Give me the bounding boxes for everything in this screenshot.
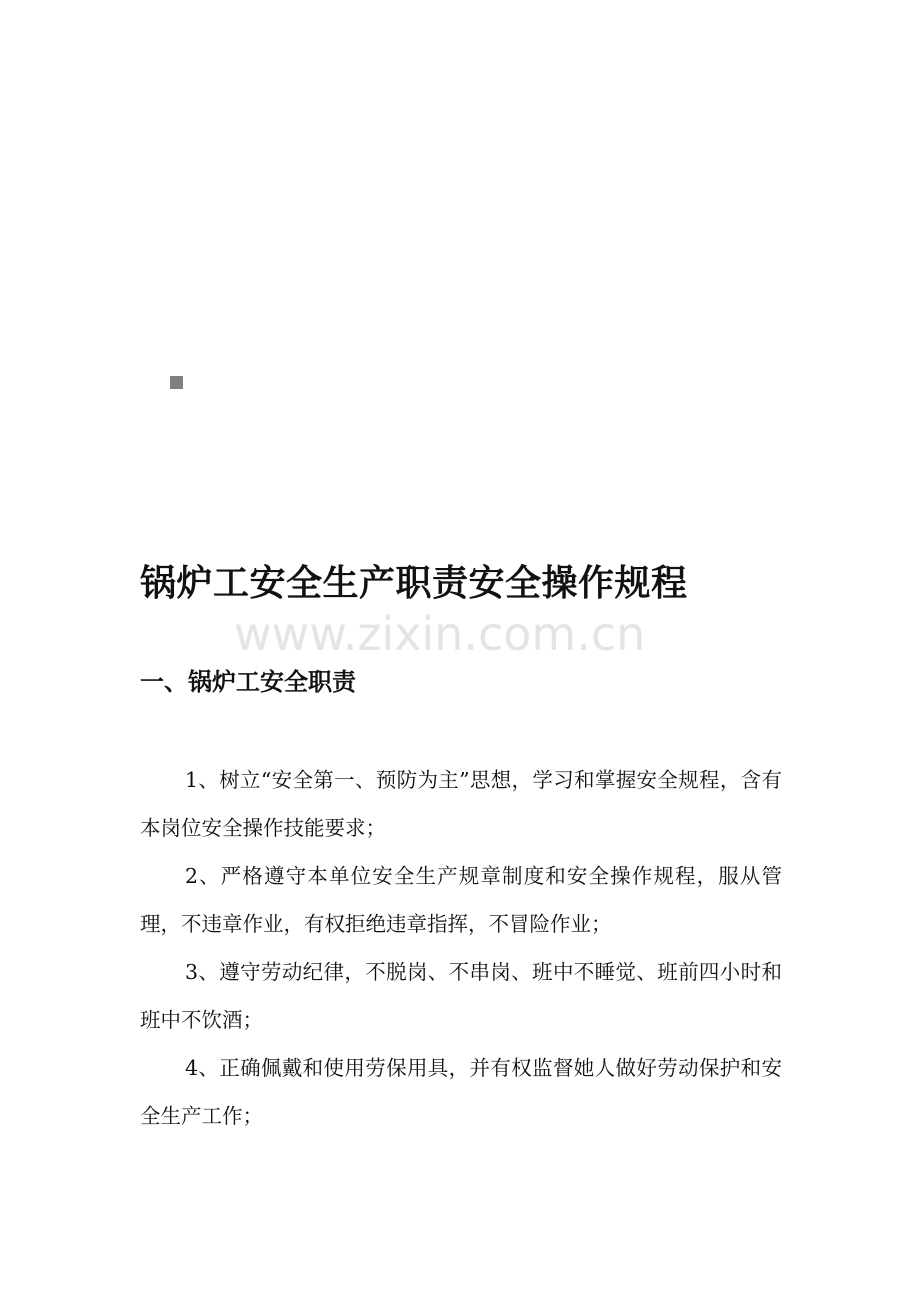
paragraph-item-1: 1、树立“安全第一、预防为主”思想，学习和掌握安全规程，含有本岗位安全操作技能要求； bbox=[140, 768, 782, 840]
document-body bbox=[140, 756, 782, 1140]
watermark-text: www.zixin.com.cn bbox=[234, 607, 646, 661]
bullet-marker-icon bbox=[170, 376, 183, 389]
paragraph-item-4: 4、正确佩戴和使用劳保用具，并有权监督她人做好劳动保护和安全生产工作； bbox=[140, 1056, 782, 1128]
paragraph-item-3: 3、遵守劳动纪律，不脱岗、不串岗、班中不睡觉、班前四小时和班中不饮酒； bbox=[140, 960, 782, 1032]
section-heading: 一、锅炉工安全职责 bbox=[140, 668, 356, 696]
document-title: 锅炉工安全生产职责安全操作规程 bbox=[140, 563, 688, 604]
paragraph-item-2: 2、严格遵守本单位安全生产规章制度和安全操作规程，服从管理，不违章作业，有权拒绝违章指挥，不冒险作业； bbox=[140, 864, 782, 936]
